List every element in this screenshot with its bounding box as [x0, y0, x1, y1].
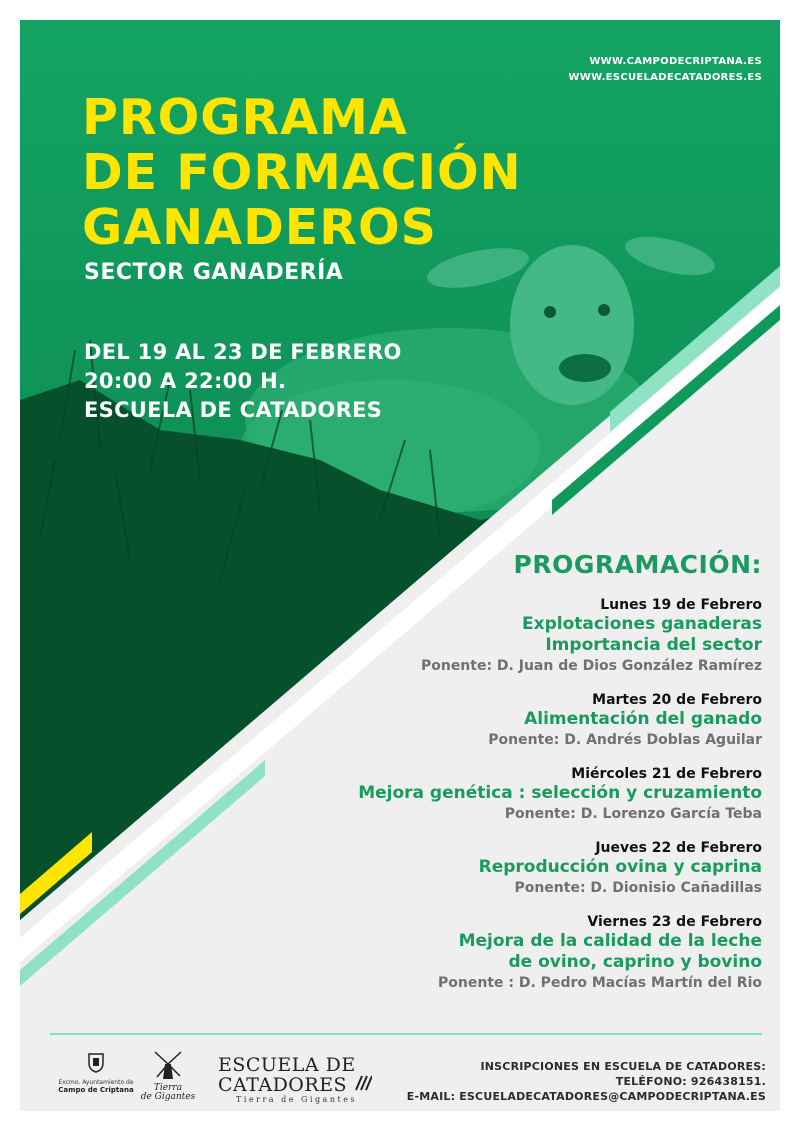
url-escuela-de-catadores[interactable]: WWW.ESCUELADECATADORES.ES: [568, 72, 762, 83]
session-speaker: Ponente: D. Lorenzo García Teba: [504, 806, 762, 822]
session-speaker: Ponente: D. Andrés Doblas Aguilar: [488, 732, 762, 748]
session-item: [162, 691, 762, 750]
event-venue: ESCUELA DE CATADORES: [84, 398, 383, 422]
session-date: Lunes 19 de Febrero: [600, 597, 762, 613]
session-list: [162, 596, 762, 1008]
event-time: 20:00 A 22:00 H.: [84, 369, 287, 393]
stripes-icon: [354, 1075, 372, 1091]
session-speaker: Ponente: D. Dionisio Cañadillas: [514, 880, 762, 896]
session-speaker: Ponente: D. Juan de Dios González Ramírez: [420, 658, 762, 674]
session-date: Viernes 23 de Febrero: [587, 914, 762, 930]
session-topic: Importancia del sector: [545, 635, 762, 655]
session-topic: Reproducción ovina y caprina: [478, 857, 762, 877]
footer-divider: [50, 1033, 762, 1035]
escuela-line2-text: CATADORES: [218, 1074, 348, 1096]
programacion-heading: PROGRAMACIÓN:: [513, 550, 762, 579]
session-topic: Alimentación del ganado: [524, 709, 762, 729]
windmill-icon: [151, 1050, 185, 1080]
session-topic: de ovino, caprino y bovino: [508, 952, 762, 972]
tierra-line1: Tierra: [153, 1083, 183, 1093]
session-topic: Explotaciones ganaderas: [522, 614, 762, 634]
email-line[interactable]: E-MAIL: ESCUELADECATADORES@CAMPODECRIPTANA.ES: [406, 1090, 766, 1103]
escuela-tagline: Tierra de Gigantes: [236, 1095, 358, 1104]
escuela-de-catadores-logo: [218, 1056, 372, 1104]
telefono-line[interactable]: TELÉFONO: 926438151.: [615, 1075, 766, 1088]
tierra-de-gigantes-logo: [138, 1050, 198, 1102]
inscripciones-line: INSCRIPCIONES EN ESCUELA DE CATADORES:: [480, 1060, 766, 1073]
session-item: [162, 596, 762, 676]
title-line: GANADEROS: [82, 199, 437, 256]
poster-title: [82, 90, 522, 255]
poster: [20, 20, 780, 1111]
event-dates: DEL 19 AL 23 DE FEBRERO: [84, 340, 402, 364]
website-urls: [568, 54, 762, 86]
session-date: Jueves 22 de Febrero: [595, 840, 762, 856]
contact-info: [407, 1059, 766, 1104]
coat-of-arms-icon: [88, 1053, 104, 1073]
session-topic: Mejora de la calidad de la leche: [458, 931, 762, 951]
poster-subtitle: SECTOR GANADERÍA: [84, 260, 344, 285]
session-topic: Mejora genética : selección y cruzamiento: [358, 783, 762, 803]
ayuntamiento-line2: Campo de Criptana: [58, 1086, 134, 1094]
session-item: [162, 839, 762, 898]
title-line: PROGRAMA: [82, 89, 408, 146]
session-item: [162, 765, 762, 824]
url-campo-de-criptana[interactable]: WWW.CAMPODECRIPTANA.ES: [589, 56, 762, 67]
event-info: [84, 338, 402, 425]
session-item: [162, 913, 762, 993]
tierra-line2: de Gigantes: [140, 1092, 196, 1102]
escuela-line1: ESCUELA DE: [218, 1054, 356, 1076]
session-date: Martes 20 de Febrero: [592, 692, 762, 708]
session-date: Miércoles 21 de Febrero: [571, 766, 762, 782]
ayuntamiento-logo: [52, 1053, 140, 1094]
title-line: DE FORMACIÓN: [82, 144, 522, 201]
escuela-line2: [218, 1075, 372, 1095]
ayuntamiento-line1: Excmo. Ayuntamiento de: [58, 1079, 134, 1086]
session-speaker: Ponente : D. Pedro Macías Martín del Rio: [438, 975, 762, 991]
